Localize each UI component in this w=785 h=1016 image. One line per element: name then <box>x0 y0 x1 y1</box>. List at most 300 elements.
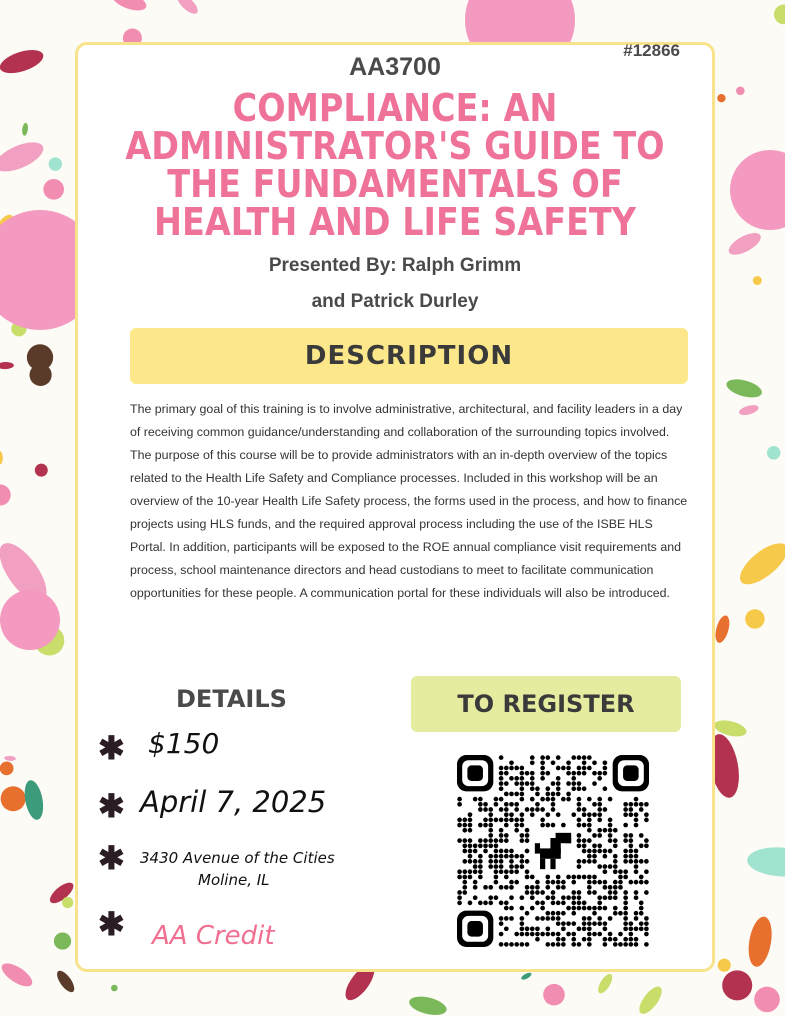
qr-dot <box>499 797 504 802</box>
qr-dot <box>509 942 514 947</box>
qr-dot <box>504 833 509 838</box>
qr-dot <box>462 828 467 833</box>
qr-dot <box>623 859 628 864</box>
qr-dot <box>623 833 628 838</box>
qr-dot <box>551 823 556 828</box>
qr-dot <box>504 792 509 797</box>
qr-dot <box>571 875 576 880</box>
qr-dot <box>535 937 540 942</box>
qr-dot <box>520 818 525 823</box>
qr-dot <box>571 937 576 942</box>
qr-dot <box>613 869 618 874</box>
qr-dot <box>551 760 556 765</box>
qr-dot <box>535 880 540 885</box>
qr-dot <box>623 875 628 880</box>
qr-dot <box>483 843 488 848</box>
qr-dot <box>540 776 545 781</box>
qr-dot <box>582 838 587 843</box>
floral-shape <box>543 984 565 1006</box>
qr-dot <box>603 760 608 765</box>
qr-dot <box>540 932 545 937</box>
event-date: April 7, 2025 <box>140 785 327 819</box>
qr-dot <box>499 828 504 833</box>
qr-dot <box>592 906 597 911</box>
flower-icon <box>730 150 785 230</box>
qr-dot <box>571 755 576 760</box>
qr-dot <box>525 875 530 880</box>
qr-dot <box>582 786 587 791</box>
floral-shape <box>746 845 785 878</box>
qr-dot <box>499 771 504 776</box>
qr-dot <box>629 849 634 854</box>
details-heading: DETAILS <box>176 685 287 713</box>
qr-dot <box>468 869 473 874</box>
credit-type: AA Credit <box>152 921 275 951</box>
qr-dot <box>457 797 462 802</box>
qr-dot <box>644 921 649 926</box>
qr-dot <box>494 843 499 848</box>
qr-dot <box>582 875 587 880</box>
qr-dot <box>634 849 639 854</box>
qr-dot <box>587 937 592 942</box>
qr-dot <box>566 921 571 926</box>
qr-dot <box>473 843 478 848</box>
qr-dot <box>644 843 649 848</box>
floral-shape <box>745 609 764 628</box>
qr-dot <box>587 818 592 823</box>
qr-dot <box>644 838 649 843</box>
qr-dot <box>545 895 550 900</box>
qr-dot <box>525 849 530 854</box>
qr-dot <box>530 807 535 812</box>
qr-dot <box>551 911 556 916</box>
qr-dot <box>629 932 634 937</box>
qr-dot <box>587 755 592 760</box>
qr-dot <box>520 859 525 864</box>
qr-dot <box>571 921 576 926</box>
qr-dot <box>577 942 582 947</box>
qr-dot <box>629 937 634 942</box>
qr-dot <box>535 916 540 921</box>
qr-dot <box>592 890 597 895</box>
qr-dot <box>504 823 509 828</box>
qr-dot <box>468 828 473 833</box>
qr-dot <box>494 859 499 864</box>
qr-dot <box>566 766 571 771</box>
qr-dot <box>592 859 597 864</box>
qr-dot <box>535 786 540 791</box>
floral-shape <box>738 403 760 417</box>
qr-dot <box>540 755 545 760</box>
qr-dot <box>473 895 478 900</box>
floral-shape <box>43 179 64 200</box>
qr-dot <box>634 797 639 802</box>
qr-dot <box>499 781 504 786</box>
qr-dot <box>644 880 649 885</box>
qr-dot <box>462 869 467 874</box>
qr-dot <box>603 942 608 947</box>
qr-dot <box>499 869 504 874</box>
qr-dot <box>478 802 483 807</box>
qr-dot <box>457 890 462 895</box>
qr-dot <box>509 859 514 864</box>
qr-dot <box>587 927 592 932</box>
qr-dot <box>530 771 535 776</box>
qr-dot <box>613 838 618 843</box>
qr-dot <box>592 760 597 765</box>
qr-dot <box>540 766 545 771</box>
qr-dot <box>551 792 556 797</box>
qr-dot <box>468 812 473 817</box>
qr-dot <box>520 776 525 781</box>
qr-dot <box>577 895 582 900</box>
qr-dot <box>457 875 462 880</box>
qr-dot <box>514 864 519 869</box>
qr-dot <box>478 807 483 812</box>
qr-dot <box>509 864 514 869</box>
qr-dot <box>634 869 639 874</box>
qr-dot <box>577 771 582 776</box>
qr-dot <box>582 859 587 864</box>
qr-dot <box>613 911 618 916</box>
qr-dot <box>608 895 613 900</box>
qr-dot <box>582 760 587 765</box>
qr-dot <box>571 880 576 885</box>
presenter-line-1: Presented By: Ralph Grimm <box>268 255 522 276</box>
address-line-1: 3430 Avenue of the Cities <box>140 849 335 867</box>
qr-dot <box>509 869 514 874</box>
qr-dot <box>597 828 602 833</box>
qr-dot <box>623 823 628 828</box>
qr-dot <box>629 833 634 838</box>
floral-shape <box>520 971 532 981</box>
qr-dot <box>618 942 623 947</box>
qr-dot <box>577 843 582 848</box>
qr-dot <box>603 849 608 854</box>
qr-dot <box>540 771 545 776</box>
qr-dot <box>577 823 582 828</box>
qr-dot <box>545 885 550 890</box>
floral-shape <box>49 157 62 170</box>
qr-dot <box>535 932 540 937</box>
qr-dot <box>483 807 488 812</box>
qr-dot <box>597 833 602 838</box>
qr-dot <box>468 838 473 843</box>
qr-dot <box>566 875 571 880</box>
qr-dot <box>608 833 613 838</box>
register-heading: TO REGISTER <box>411 676 681 732</box>
qr-dot <box>494 875 499 880</box>
qr-dot <box>629 843 634 848</box>
qr-dot <box>525 838 530 843</box>
qr-dot <box>525 771 530 776</box>
qr-dot <box>639 833 644 838</box>
price: $150 <box>148 727 220 760</box>
qr-dot <box>545 942 550 947</box>
qr-dot <box>488 859 493 864</box>
qr-dot <box>597 812 602 817</box>
qr-dot <box>608 864 613 869</box>
qr-dot <box>499 838 504 843</box>
floral-shape <box>753 276 762 285</box>
floral-shape <box>0 762 13 776</box>
qr-module <box>566 838 571 843</box>
qr-dot <box>571 906 576 911</box>
qr-dot <box>520 932 525 937</box>
qr-dot <box>483 818 488 823</box>
qr-dot <box>514 802 519 807</box>
qr-dot <box>457 869 462 874</box>
qr-dot <box>629 838 634 843</box>
qr-dot <box>634 880 639 885</box>
qr-module <box>550 859 555 869</box>
qr-dot <box>504 885 509 890</box>
qr-dot <box>494 838 499 843</box>
qr-dot <box>545 932 550 937</box>
qr-dot <box>556 875 561 880</box>
qr-dot <box>592 932 597 937</box>
course-title: COMPLIANCE: AN ADMINISTRATOR'S GUIDE TO THE FUNDAMENTALS OF HEALTH AND LIFE SAFETY <box>125 86 665 244</box>
qr-dot <box>520 864 525 869</box>
qr-dot <box>457 895 462 900</box>
qr-dot <box>623 802 628 807</box>
qr-dot <box>608 823 613 828</box>
qr-dot <box>530 927 535 932</box>
qr-dot <box>540 823 545 828</box>
qr-dot <box>504 854 509 859</box>
floral-shape <box>407 993 448 1016</box>
qr-dot <box>592 812 597 817</box>
qr-dot <box>520 771 525 776</box>
qr-dot <box>613 854 618 859</box>
qr-dot <box>556 766 561 771</box>
floral-shape <box>110 0 149 14</box>
qr-dot <box>514 818 519 823</box>
qr-dot <box>577 807 582 812</box>
qr-dot <box>478 869 483 874</box>
qr-dot <box>587 849 592 854</box>
qr-dot <box>582 916 587 921</box>
qr-dot <box>545 812 550 817</box>
qr-dot <box>525 869 530 874</box>
qr-dot <box>623 921 628 926</box>
qr-dot <box>478 797 483 802</box>
qr-dot <box>540 797 545 802</box>
qr-dot <box>634 823 639 828</box>
qr-dot <box>587 766 592 771</box>
qr-dot <box>608 890 613 895</box>
qr-dot <box>499 901 504 906</box>
qr-dot <box>603 906 608 911</box>
qr-dot <box>551 802 556 807</box>
qr-dot <box>488 843 493 848</box>
floral-shape <box>767 446 781 460</box>
qr-dot <box>473 869 478 874</box>
qr-dot <box>613 890 618 895</box>
qr-dot <box>545 880 550 885</box>
qr-dot <box>488 828 493 833</box>
qr-dot <box>613 859 618 864</box>
qr-dot <box>629 927 634 932</box>
qr-dot <box>623 927 628 932</box>
qr-dot <box>629 942 634 947</box>
qr-dot <box>530 786 535 791</box>
qr-dot <box>556 812 561 817</box>
qr-dot <box>577 901 582 906</box>
qr-dot <box>597 807 602 812</box>
qr-dot <box>499 854 504 859</box>
qr-dot <box>530 781 535 786</box>
qr-dot <box>587 916 592 921</box>
qr-dot <box>623 807 628 812</box>
qr-dot <box>483 802 488 807</box>
floral-shape <box>0 45 46 77</box>
qr-dot <box>509 818 514 823</box>
qr-dot <box>603 937 608 942</box>
qr-dot <box>530 755 535 760</box>
qr-dot <box>551 916 556 921</box>
qr-dot <box>639 802 644 807</box>
qr-dot <box>551 807 556 812</box>
qr-dot <box>520 812 525 817</box>
qr-dot <box>530 797 535 802</box>
qr-dot <box>525 942 530 947</box>
qr-dot <box>629 854 634 859</box>
qr-dot <box>603 864 608 869</box>
qr-dot <box>582 849 587 854</box>
qr-dot <box>483 849 488 854</box>
qr-dot <box>597 895 602 900</box>
flower-icon <box>0 590 60 650</box>
floral-shape <box>0 451 3 464</box>
qr-dot <box>509 792 514 797</box>
qr-dot <box>520 823 525 828</box>
qr-dot <box>525 807 530 812</box>
qr-dot <box>623 901 628 906</box>
qr-dot <box>535 792 540 797</box>
qr-dot <box>592 849 597 854</box>
qr-dot <box>577 766 582 771</box>
qr-dot <box>545 823 550 828</box>
floral-shape <box>35 464 48 477</box>
qr-dot <box>520 916 525 921</box>
qr-dot <box>582 807 587 812</box>
qr-dot <box>468 875 473 880</box>
qr-dot <box>618 880 623 885</box>
qr-dot <box>597 864 602 869</box>
qr-dot <box>592 833 597 838</box>
qr-dot <box>525 859 530 864</box>
qr-dot <box>561 895 566 900</box>
qr-dot <box>530 932 535 937</box>
qr-dot <box>634 812 639 817</box>
qr-dot <box>623 838 628 843</box>
qr-dot <box>545 927 550 932</box>
qr-dot <box>561 901 566 906</box>
qr-code-icon[interactable] <box>457 755 649 947</box>
qr-dot <box>540 901 545 906</box>
qr-dot <box>499 921 504 926</box>
qr-dot <box>514 766 519 771</box>
qr-dot <box>535 807 540 812</box>
qr-dot <box>478 864 483 869</box>
floral-shape <box>736 86 745 95</box>
qr-dot <box>514 932 519 937</box>
qr-dot <box>644 869 649 874</box>
qr-dot <box>494 895 499 900</box>
qr-dot <box>623 937 628 942</box>
qr-dot <box>520 838 525 843</box>
qr-dot <box>613 885 618 890</box>
qr-dot <box>520 797 525 802</box>
qr-dot <box>499 942 504 947</box>
qr-dot <box>488 901 493 906</box>
qr-dot <box>634 927 639 932</box>
qr-dot <box>488 838 493 843</box>
qr-dot <box>618 885 623 890</box>
floral-shape <box>754 987 780 1013</box>
qr-dot <box>566 895 571 900</box>
qr-dot <box>582 771 587 776</box>
qr-dot <box>587 812 592 817</box>
qr-dot <box>540 807 545 812</box>
qr-dot <box>545 786 550 791</box>
qr-dot <box>634 864 639 869</box>
qr-dot <box>587 823 592 828</box>
qr-dot <box>623 911 628 916</box>
qr-dot <box>504 869 509 874</box>
qr-dot <box>582 755 587 760</box>
qr-dot <box>483 885 488 890</box>
qr-dot <box>582 812 587 817</box>
floral-shape <box>724 376 763 401</box>
qr-dot <box>525 828 530 833</box>
qr-dot <box>540 890 545 895</box>
qr-dot <box>634 802 639 807</box>
qr-dot <box>488 818 493 823</box>
qr-dot <box>483 838 488 843</box>
qr-dot <box>499 833 504 838</box>
floral-shape <box>745 915 775 969</box>
qr-module <box>467 765 483 781</box>
qr-dot <box>494 864 499 869</box>
qr-dot <box>509 766 514 771</box>
qr-dot <box>509 906 514 911</box>
qr-dot <box>478 854 483 859</box>
qr-dot <box>509 760 514 765</box>
qr-dot <box>582 901 587 906</box>
qr-dot <box>603 885 608 890</box>
qr-dot <box>634 895 639 900</box>
qr-dot <box>639 880 644 885</box>
qr-dot <box>613 880 618 885</box>
qr-dot <box>561 911 566 916</box>
qr-dot <box>634 911 639 916</box>
floral-shape <box>774 5 785 25</box>
qr-dot <box>556 942 561 947</box>
qr-dot <box>551 895 556 900</box>
qr-dot <box>514 854 519 859</box>
qr-dot <box>520 906 525 911</box>
qr-dot <box>639 859 644 864</box>
qr-dot <box>551 932 556 937</box>
qr-dot <box>457 823 462 828</box>
qr-dot <box>556 901 561 906</box>
qr-dot <box>488 812 493 817</box>
qr-dot <box>603 766 608 771</box>
qr-dot <box>499 864 504 869</box>
qr-dot <box>556 911 561 916</box>
